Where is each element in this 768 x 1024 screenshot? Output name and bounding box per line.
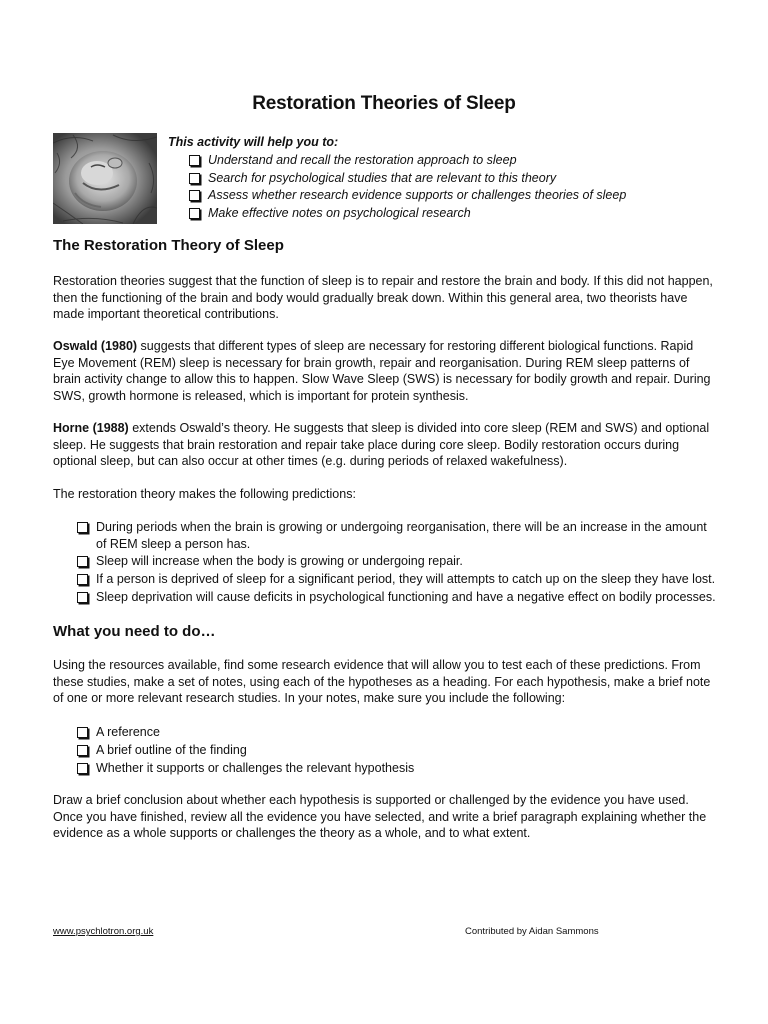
- checkbox-icon: [189, 190, 200, 201]
- predictions-intro: The restoration theory makes the following predictions:: [53, 487, 356, 501]
- prediction-item: [77, 589, 717, 606]
- objectives-list: [189, 152, 728, 222]
- notes-checklist: [77, 724, 717, 777]
- sleeping-animal-photo: [53, 133, 157, 224]
- checkbox-icon: [189, 208, 200, 219]
- footer-link[interactable]: www.psychlotron.org.uk: [53, 926, 154, 937]
- prediction-item: [77, 519, 717, 552]
- checklist-text: Whether it supports or challenges the relevant hypothesis: [96, 760, 415, 775]
- prediction-text: Sleep will increase when the body is growing or undergoing repair.: [96, 554, 463, 569]
- section-heading-theory: The Restoration Theory of Sleep: [53, 237, 284, 254]
- predictions-list: [77, 519, 717, 607]
- checkbox-icon: [77, 574, 88, 585]
- prediction-text: If a person is deprived of sleep for a significant period, they will attempts to catch up on the sleep they have lost.: [96, 572, 716, 587]
- checkbox-icon: [77, 763, 88, 774]
- objective-item: [189, 152, 728, 170]
- photo-image: [53, 133, 157, 224]
- objective-item: [189, 170, 728, 188]
- prediction-text: During periods when the brain is growing or undergoing reorganisation, there will be an increase in the amount of REM sleep a person has.: [96, 520, 707, 551]
- objective-text: Make effective notes on psychological research: [208, 205, 471, 220]
- checkbox-icon: [77, 745, 88, 756]
- prediction-item: [77, 571, 717, 588]
- objective-text: Assess whether research evidence supports or challenges theories of sleep: [208, 188, 627, 203]
- checkbox-icon: [77, 522, 88, 533]
- checklist-item: [77, 760, 717, 777]
- objective-item: [189, 187, 728, 205]
- instructions-paragraph: Using the resources available, find some research evidence that will allow you to test each of these predictions. From these studies, make a set of notes, using each of the hypotheses as a heading. For each hypothesis, make a brief note of one or more relevant research studies. In your notes, make sure you include the following:: [53, 658, 711, 706]
- activity-intro: This activity will help you to:: [168, 135, 339, 149]
- objective-text: Understand and recall the restoration approach to sleep: [208, 153, 517, 167]
- horne-paragraph: [53, 420, 718, 470]
- intro-paragraph: Restoration theories suggest that the function of sleep is to repair and restore the brain and body. If this did not happen, then the functioning of the brain and body would gradually break down. Within this general area, two theorists have made important theoretical contributions.: [53, 274, 713, 322]
- oswald-text: suggests that different types of sleep are necessary for restoring different biological functions. Rapid Eye Movement (REM) sleep is necessary for brain growth, repair and reorganisation. During REM sleep patterns of brain activity change to allow this to happen. Slow Wave Sleep (SWS) is necessary for bodily growth and repair. During SWS, growth hormone is released, which is important for protein synthesis.: [53, 339, 711, 403]
- objective-item: [189, 205, 728, 223]
- page-title: Restoration Theories of Sleep: [252, 93, 516, 114]
- oswald-paragraph: [53, 338, 718, 404]
- checkbox-icon: [189, 173, 200, 184]
- checkbox-icon: [77, 556, 88, 567]
- checklist-text: A brief outline of the finding: [96, 742, 247, 757]
- checklist-item: [77, 742, 717, 759]
- horne-name: Horne (1988): [53, 421, 129, 435]
- objective-text: Search for psychological studies that are relevant to this theory: [208, 170, 557, 185]
- checklist-text: A reference: [96, 725, 160, 739]
- prediction-item: [77, 553, 717, 570]
- checkbox-icon: [77, 592, 88, 603]
- checklist-item: [77, 724, 717, 741]
- footer-credit: Contributed by Aidan Sammons: [465, 926, 599, 937]
- checkbox-icon: [189, 155, 200, 166]
- section-heading-todo: What you need to do…: [53, 623, 216, 640]
- oswald-name: Oswald (1980): [53, 339, 138, 353]
- prediction-text: Sleep deprivation will cause deficits in psychological functioning and have a negative effect on bodily processes.: [96, 589, 716, 604]
- conclusion-paragraph: Draw a brief conclusion about whether each hypothesis is supported or challenged by the evidence you have used. Once you have finished, review all the evidence you have selected, and write a brief paragraph explaining whether the evidence as a whole supports or challenges the theory as a whole, and to what extent.: [53, 793, 707, 841]
- checkbox-icon: [77, 727, 88, 738]
- horne-text: extends Oswald’s theory. He suggests that sleep is divided into core sleep (REM and SWS) and optional sleep. He suggests that brain restoration and repair take place during core sleep. Bodily restoration occurs during optional sleep, but can also occur at other times (e.g. during periods of relaxed wakefulness).: [53, 421, 710, 469]
- activity-objectives: [168, 134, 728, 222]
